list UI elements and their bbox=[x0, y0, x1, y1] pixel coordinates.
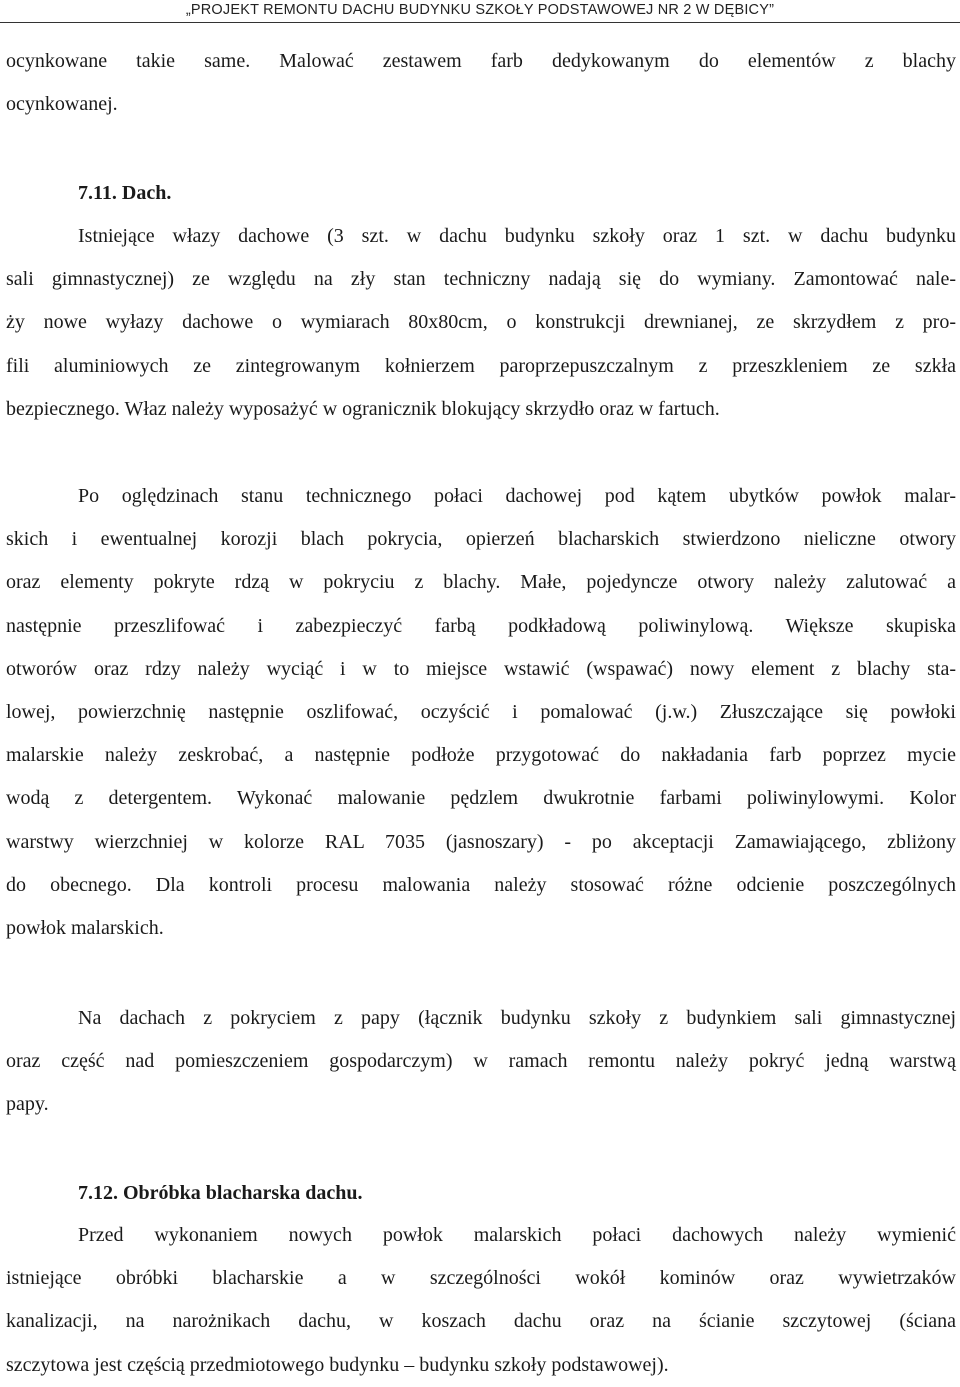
text-line: skich i ewentualnej korozji blach pokrycia, opierzeń blacharskich stwierdzono nieliczne otwory bbox=[6, 528, 956, 551]
text-line: lowej, powierzchnię następnie oszlifować, oczyścić i pomalować (j.w.) Złuszczające się powłoki bbox=[6, 701, 956, 724]
text-line: fili aluminiowych ze zintegrowanym kołnierzem paroprzepuszczalnym z przeszkleniem ze szkła bbox=[6, 354, 956, 377]
text-line: do obecnego. Dla kontroli procesu malowania należy stosować różne odcienie poszczególnych bbox=[6, 873, 956, 896]
text-line: sali gimnastycznej) ze względu na zły stan techniczny nadają się do wymiany. Zamontować nale- bbox=[6, 268, 956, 291]
text-line: ocynkowane takie same. Malować zestawem farb dedykowanym do elementów z blachy bbox=[6, 50, 956, 72]
paragraph-tar-paper-roofs bbox=[6, 997, 956, 1127]
text-line: szczytowa jest częścią przedmiotowego budynku – budynku szkoły podstawowej). bbox=[6, 1353, 669, 1376]
text-line: ocynkowanej. bbox=[6, 93, 118, 116]
text-line: bezpiecznego. Właz należy wyposażyć w ogranicznik blokujący skrzydło oraz w fartuch. bbox=[6, 397, 720, 420]
section-heading-7-12: 7.12. Obróbka blacharska dachu. bbox=[78, 1182, 363, 1204]
text-line: następnie przeszlifować i zabezpieczyć farbą podkładową poliwinylową. Większe skupiska bbox=[6, 614, 956, 637]
paragraph-sheet-metal-flashing bbox=[6, 1214, 956, 1387]
text-line: Na dachach z pokryciem z papy (łącznik budynku szkoły z budynkiem sali gimnastycznej bbox=[78, 1007, 956, 1029]
text-line: oraz elementy pokryte rdzą w pokryciu z blachy. Małe, pojedyncze otwory należy zalutować a bbox=[6, 571, 956, 594]
header-divider bbox=[0, 22, 960, 23]
text-line: warstwy wierzchniej w kolorze RAL 7035 (jasnoszary) - po akceptacji Zamawiającego, zbliżony bbox=[6, 830, 956, 853]
text-line: istniejące obróbki blacharskie a w szczególności wokół kominów oraz wywietrzaków bbox=[6, 1267, 956, 1290]
text-line: otworów oraz rdzy należy wyciąć i w to miejsce wstawić (wspawać) nowy element z blachy sta- bbox=[6, 657, 956, 680]
text-line: kanalizacji, na narożnikach dachu, w koszach dachu oraz na ścianie szczytowej (ściana bbox=[6, 1310, 956, 1333]
text-line: Przed wykonaniem nowych powłok malarskich połaci dachowych należy wymienić bbox=[78, 1224, 956, 1246]
text-line: Po oględzinach stanu technicznego połaci dachowej pod kątem ubytków powłok malar- bbox=[78, 485, 956, 507]
continuation-paragraph bbox=[6, 40, 956, 126]
text-line: wodą z detergentem. Wykonać malowanie pędzlem dwukrotnie farbami poliwinylowymi. Kolor bbox=[6, 787, 956, 810]
text-line: malarskie należy zeskrobać, a następnie podłoże przygotować do nakładania farb poprzez mycie bbox=[6, 744, 956, 767]
text-line: ży nowe wyłazy dachowe o wymiarach 80x80cm, o konstrukcji drewnianej, ze skrzydłem z pro- bbox=[6, 311, 956, 334]
text-line: papy. bbox=[6, 1093, 49, 1116]
text-line: Istniejące włazy dachowe (3 szt. w dachu budynku szkoły oraz 1 szt. w dachu budynku bbox=[78, 225, 956, 247]
text-line: oraz część nad pomieszczeniem gospodarczym) w ramach remontu należy pokryć jedną warstwą bbox=[6, 1050, 956, 1073]
paragraph-roof-hatches bbox=[6, 215, 956, 431]
section-heading-7-11: 7.11. Dach. bbox=[78, 182, 172, 204]
paragraph-roof-inspection bbox=[6, 475, 956, 950]
text-line: powłok malarskich. bbox=[6, 917, 164, 940]
page-header: „PROJEKT REMONTU DACHU BUDYNKU SZKOŁY PODSTAWOWEJ NR 2 W DĘBICY” bbox=[185, 2, 775, 18]
